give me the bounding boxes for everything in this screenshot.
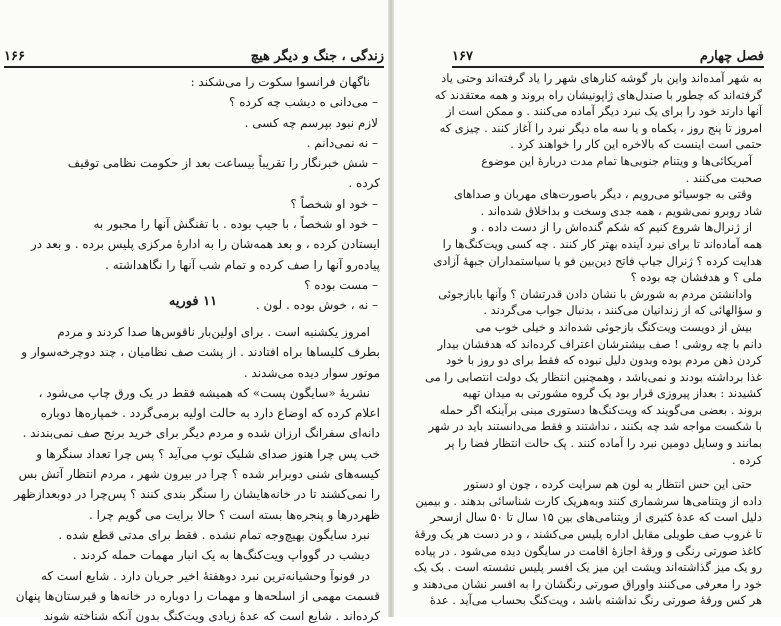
text-line: پیاده‌رو آنها را صف کرده و تمام شب آنها را نگاهداشته . [105,257,380,272]
left-bottom-text [6,322,380,626]
section-heading: ۱۱ فوریه [168,294,218,309]
text-line: موتور سوار دیده می‌شدند . [243,365,380,380]
text-line: – می‌دانی ه دیشب چه کرده ؟ [229,95,378,110]
text-line: ایستادن کرده ، و بعد همه‌شان را به ادارهٔ مرکزی پلیس برده . و بعد در [30,237,380,252]
text-line: صحبت می‌کنند . [685,170,762,185]
text-line: حتی این حس انتظار به لون هم سرایت کرده ، چون او دستور [464,477,752,492]
text-line: دانه‌ای سفرانگ ارزان شده و مردم دیگر برای خرید برنج صف نمی‌بندند . [22,426,380,441]
text-line: بروند . بعضی می‌گویند که ویت‌کنگ‌ها دستوری مبنی برآینکه اگر حمله [439,402,762,417]
text-line: دانم با چه روشی ! صف بیشترشان اعتراف کرده‌اند که هدفشان بیدار [437,336,762,351]
text-line: کیسه‌های شنی دوبرابر شده ؟ چرا در بیرون شهر ، مردم انتظار آتش بس [18,467,380,482]
text-line: بمانند و وسایل دومین نبرد را آماده کنند . پک حالت انتظار فضا را پر [445,436,762,451]
text-line: نشریهٔ «سایگون پست» که همیشه فقط در یک ورق چاپ می‌شود ، [38,385,370,400]
text-line: از ژنرال‌ها شروع کنیم که شکم گنده‌اش را از دست داده . و [471,220,752,235]
text-line: هر کس ورقهٔ صورتی رنگ نداشته باشد ، ویت‌کنگ بحساب می‌آید . عدهٔ [429,593,762,608]
text-line: – خود او شخصاً ؟ [290,196,378,211]
text-line: قسمت مهمی از اسلحه‌ها و مهمات را دوباره در خانه‌ها و قبرستان‌ها پنهان [15,588,380,603]
text-line: را نمی‌کشند تا در خانه‌هایشان را سنگر بندی کنند ؟ پس‌چرا در دوبعدازظهر [14,487,380,502]
text-line: بطرف کلیساها براه افتادند . از پشت صف نظامیان ، چند دوچرخه‌سوار و [21,345,380,360]
text-line: کشیدند : بعداز پیروزی قرار بود یک گروه مشورتی به میدان تهیه [462,386,762,401]
text-line: با شکست مواجه شد چه بکنند ، نداشتند و فقط می‌دانستند باید در شهر [428,419,762,434]
text-line: نبرد سایگون بهیچ‌وجه تمام نشده . فقط برای مدتی قطع شده . [58,527,370,542]
text-line: دیشب در گوواپ ویت‌کنگ‌ها به یک انبار مهمات حمله کردند . [72,548,370,563]
text-line: – خود او شخصاً ، با جیپ بوده . با تفنگش آنها را مجبور به [93,217,378,232]
left-page-header [4,44,384,64]
chapter-title: فصل چهارم [699,49,764,64]
text-line: – نه ، خوش بوده . لون . [255,298,378,313]
text-line: هدایت کرده ؟ ژنرال جیاپ فاتح دین‌بین فو یا سیاستمداران جبههٔ آزادی [433,253,762,268]
text-line: دلیل است که عدهٔ کثیری از ویتنامی‌های بین ۱۵ سال تا ۵۰ سال ازسحر [430,510,762,525]
right-body-text [413,70,762,609]
text-line: امروز تا پنج روز ، یکماه و یا سه ماه دیگر نبرد را آغاز کنند . چیزی که [439,120,762,135]
text-line: همه آماده‌اند تا برای نبرد آینده بهتر کار کنند . چه کسی ویت‌کنگ‌ها را [442,236,762,251]
header-rule [4,66,384,68]
text-line: آمریکائی‌ها و ویتنام جنوبی‌ها تمام مدت دربارهٔ این موضوع [481,153,752,168]
text-line: رو یک میز گذاشته‌اند ویشت این میز یک افسر پلیس نشسته است . بک یک [413,560,762,575]
text-line: – شش خبرنگار را تقریباً بیساعت بعد از حکومت نظامی توقیف [67,156,378,171]
text-line: کرده . [732,452,762,467]
right-page-header [452,44,764,64]
text-line: – نه نمی‌دانم . [306,135,378,150]
text-line: اعلام کرده که اوضاع دارد به حالت اولیه برمی‌گردد . خمپاره‌ها دوباره [40,406,380,421]
text-line: ناگهان فرانسوا سکوت را می‌شکند : [190,75,370,89]
text-line: کاغذ صورتی رنگی و ورقهٔ اجازهٔ اقامت در سایگون دیده می‌شود . در پیاده [414,543,762,558]
left-page [0,0,388,624]
running-title: زندگی ، جنگ و دیگر هیچ [250,49,384,64]
text-line: گرفته‌اند که چطور با صندل‌های ژاپونیشان راه بروند و همه معتقدند که [434,87,762,102]
page-number: ۱۶۷ [452,49,473,64]
text-line: داده از ویتنامی‌ها سرشماری کنند وبه‌هریک کارت شناسائی بدهند . و بیمین [415,493,762,508]
text-line: ملی ؟ و هدفشان چه بوده ؟ [630,270,762,285]
text-line: غذا برداشته بودند و نمی‌باشد ، وهمچنین انتظار یک دولت انتصابی را می‌ [425,369,762,384]
text-line: کرده‌اند . شایع است که عدهٔ زیادی ویت‌کنگ بدون آنکه شناخته شوند [43,609,380,624]
text-line: کردن ذهن مردم بوده وبدون دلیل نبوده که فقط برای دو روز با خود [445,353,762,368]
text-line: لازم نبود بپرسم چه کسی . [244,115,378,130]
page-number: ۱۶۶ [4,49,25,64]
right-page [394,0,781,617]
text-line: تا غروب صف طویلی مقابل اداره پلیس می‌کشند ، و در دست هر یک ورقهٔ [414,527,762,542]
text-line: شاد روبرو نمی‌شویم ، همه جدی وسخت و بداخلاق شده‌اند . [480,203,762,218]
text-line: – مست بوده ؟ [304,277,378,292]
text-line: ظهردرها و پنجره‌ها بسته است ؟ حالا برایت می گویم چرا . [88,507,380,522]
text-line: حتمی است اینست که بالاخره این کار را خواهند کرد . [510,137,762,152]
text-line: امروز یکشنبه است . برای اولین‌بار ناقوس‌ها صدا کردند و مردم [57,325,370,339]
left-top-text [6,72,380,316]
text-line: خب پس چرا هنوز صدای شلیک توپ می‌آید ؟ پس چرا تعداد سنگرها و [36,446,380,461]
text-line: وادانشتن مردم به شورش با نشان دادن قدرتشان ؟ وآنها بابازجوئی [438,286,752,301]
text-line: در فونوآ وحشیانه‌ترین نبرد دوهفتهٔ اخیر جریان دارد . شایع است که [40,568,370,583]
text-line: وقتی به جوسیائو می‌رویم ، دیگر باصورت‌های مهربان و صداهای [453,187,752,202]
text-line: به شهر آمده‌اند واین بار گوشه کنارهای شهر را یاد گرفته‌اند وحتی یاد [441,71,762,85]
text-line: و سؤالهائی که از زندانیان می‌کنند ، بدنبال جواب می‌گردند . [483,303,762,318]
text-line: بیش از دویست ویت‌کنگ بازجوئی شده‌اند و خیلی خوب می‌ [475,319,752,334]
header-rule [452,66,764,68]
text-line: خود را معرفی می‌کنند واوراق صورتی رنگشان را به افسر نشان می‌دهند و [413,576,762,591]
text-line: کرده . [348,176,380,191]
text-line: آنها دارند خود را برای یک نبرد دیگر آماده می‌کنند . و ممکن است از [446,104,762,119]
